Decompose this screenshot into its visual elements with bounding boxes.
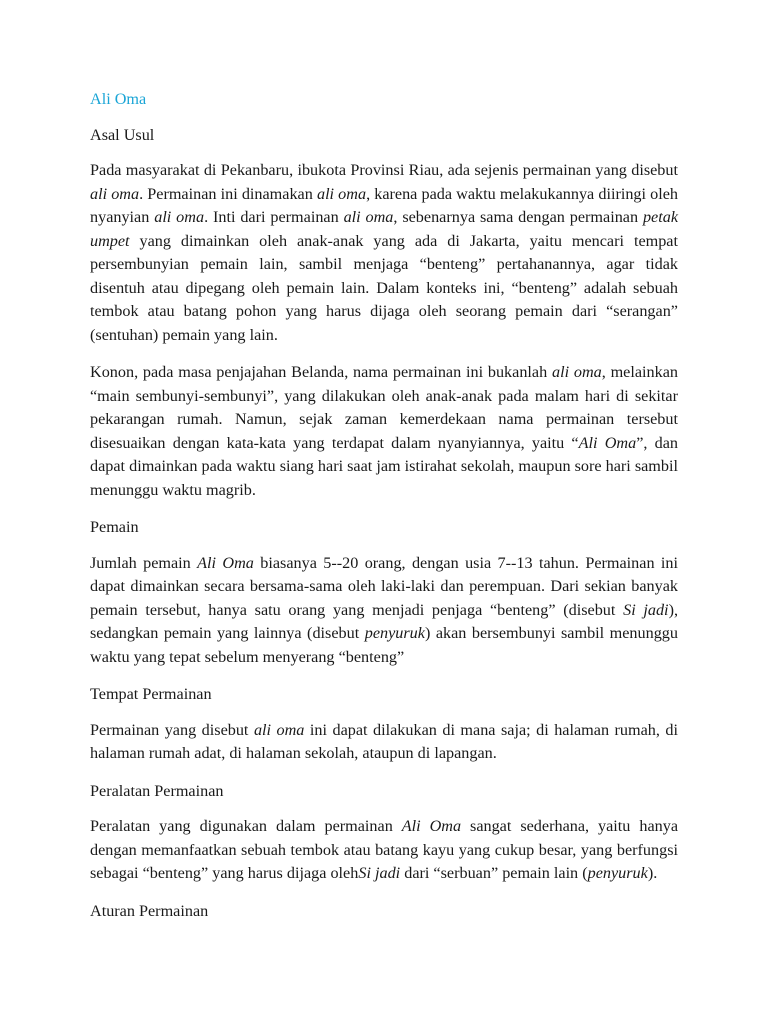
heading-pemain: Pemain bbox=[90, 518, 139, 536]
paragraph-tempat-1: Permainan yang disebut ali oma ini dapat dilakukan di mana saja; di halaman rumah, di halaman rumah adat, di halaman sekolah, ataupun di lapangan. bbox=[90, 720, 679, 762]
heading-tempat-permainan: Tempat Permainan bbox=[90, 685, 212, 703]
document-content bbox=[90, 88, 678, 935]
document-title: Ali Oma bbox=[90, 90, 147, 108]
paragraph-peralatan-1: Peralatan yang digunakan dalam permainan Ali Oma sangat sederhana, yaitu hanya dengan memanfaatkan sebuah tembok atau batang kayu yang cukup besar, yang berfungsi sebagai “benteng” yang harus dijaga olehSi jadi dari “serbuan” pemain lain (penyuruk). bbox=[90, 817, 678, 882]
paragraph-asal-usul-2: Konon, pada masa penjajahan Belanda, nama permainan ini bukanlah ali oma, melainkan “main sembunyi-sembunyi”, yang dilakukan oleh anak-anak pada malam hari di sekitar pekarangan rumah. Namun, sejak zaman kemerdekaan nama permainan tersebut disesuaikan dengan kata-kata yang terdapat dalam nyanyiannya, yaitu “Ali Oma”, dan dapat dimainkan pada waktu siang hari saat jam istirahat sekolah, maupun sore hari sambil menunggu waktu magrib. bbox=[90, 363, 679, 499]
paragraph-asal-usul-1: Pada masyarakat di Pekanbaru, ibukota Provinsi Riau, ada sejenis permainan yang disebut ali oma. Permainan ini dinamakan ali oma, karena pada waktu melakukannya diiringi oleh nyanyian ali oma. Inti dari permainan ali oma, sebenarnya sama dengan permainan petak umpet yang dimainkan oleh anak-anak yang ada di Jakarta, yaitu mencari tempat persembunyian pemain lain, sambil menjaga “benteng” pertahanannya, agar tidak disentuh atau dipegang oleh pemain lain. Dalam konteks ini, “benteng” adalah sebuah tembok atau batang pohon yang harus dijaga oleh seorang pemain dari “serangan” (sentuhan) pemain yang lain. bbox=[90, 161, 679, 344]
heading-asal-usul: Asal Usul bbox=[90, 125, 155, 144]
heading-aturan-permainan: Aturan Permainan bbox=[90, 901, 209, 920]
heading-peralatan-permainan: Peralatan Permainan bbox=[90, 781, 224, 800]
paragraph-pemain-1: Jumlah pemain Ali Oma biasanya 5--20 orang, dengan usia 7--13 tahun. Permainan ini dapat dimainkan secara bersama-sama oleh laki-laki dan perempuan. Dari sekian banyak pemain tersebut, hanya satu orang yang menjadi penjaga “benteng” (disebut Si jadi), sedangkan pemain yang lainnya (disebut penyuruk) akan bersembunyi sambil menunggu waktu yang tepat sebelum menyerang “benteng” bbox=[90, 553, 679, 666]
